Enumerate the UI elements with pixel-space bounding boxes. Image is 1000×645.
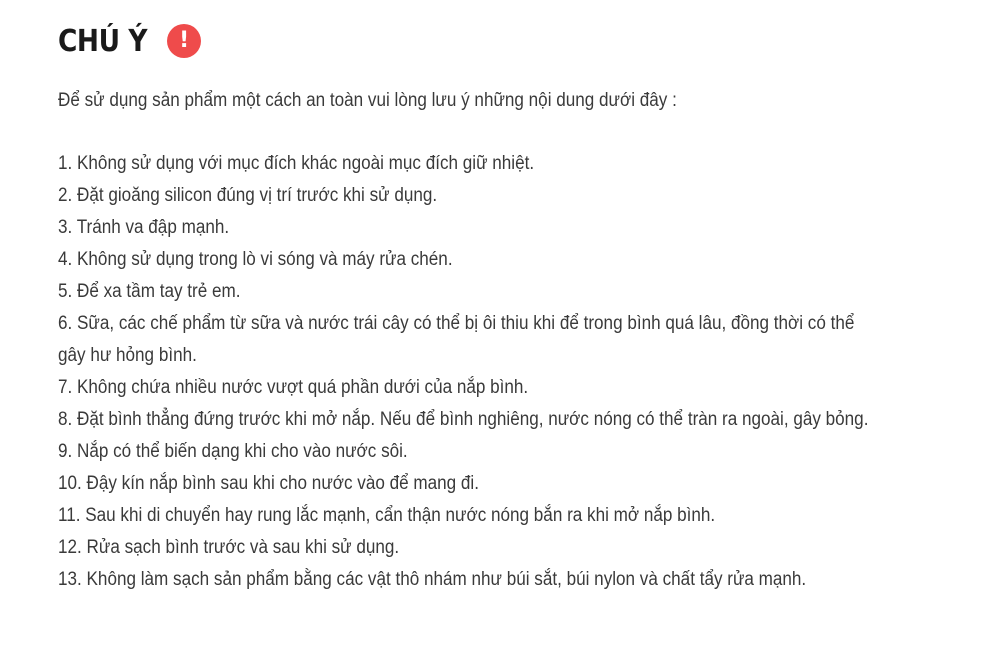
intro-text: Để sử dụng sản phẩm một cách an toàn vui lòng lưu ý những nội dung dưới đây : (58, 90, 677, 111)
caution-heading (58, 20, 201, 62)
list-item: 3. Tránh va đập mạnh. (58, 217, 230, 238)
list-item: 10. Đậy kín nắp bình sau khi cho nước vào để mang đi. (58, 473, 479, 494)
list-item: 4. Không sử dụng trong lò vi sóng và máy rửa chén. (58, 249, 453, 270)
list-item: 5. Để xa tầm tay trẻ em. (58, 281, 241, 302)
caution-list (58, 148, 922, 596)
list-item: 6. Sữa, các chế phẩm từ sữa và nước trái cây có thể bị ôi thiu khi để trong bình quá lâu, đồng thời có thể gây hư hỏng bình. (58, 313, 855, 366)
exclamation-circle-icon: ! (167, 24, 201, 58)
list-item: 9. Nắp có thể biến dạng khi cho vào nước sôi. (58, 441, 408, 462)
page-title: CHÚ Ý (58, 23, 148, 59)
list-item: 11. Sau khi di chuyển hay rung lắc mạnh, cẩn thận nước nóng bắn ra khi mở nắp bình. (58, 505, 716, 526)
list-item: 7. Không chứa nhiều nước vượt quá phần dưới của nắp bình. (58, 377, 529, 398)
list-item: 8. Đặt bình thẳng đứng trước khi mở nắp. Nếu để bình nghiêng, nước nóng có thể tràn ra ngoài, gây bỏng. (58, 409, 869, 430)
list-item: 1. Không sử dụng với mục đích khác ngoài mục đích giữ nhiệt. (58, 153, 535, 174)
list-item: 12. Rửa sạch bình trước và sau khi sử dụng. (58, 537, 400, 558)
list-item: 13. Không làm sạch sản phẩm bằng các vật thô nhám như búi sắt, búi nylon và chất tẩy rửa mạnh. (58, 569, 807, 590)
list-item: 2. Đặt gioăng silicon đúng vị trí trước khi sử dụng. (58, 185, 438, 206)
